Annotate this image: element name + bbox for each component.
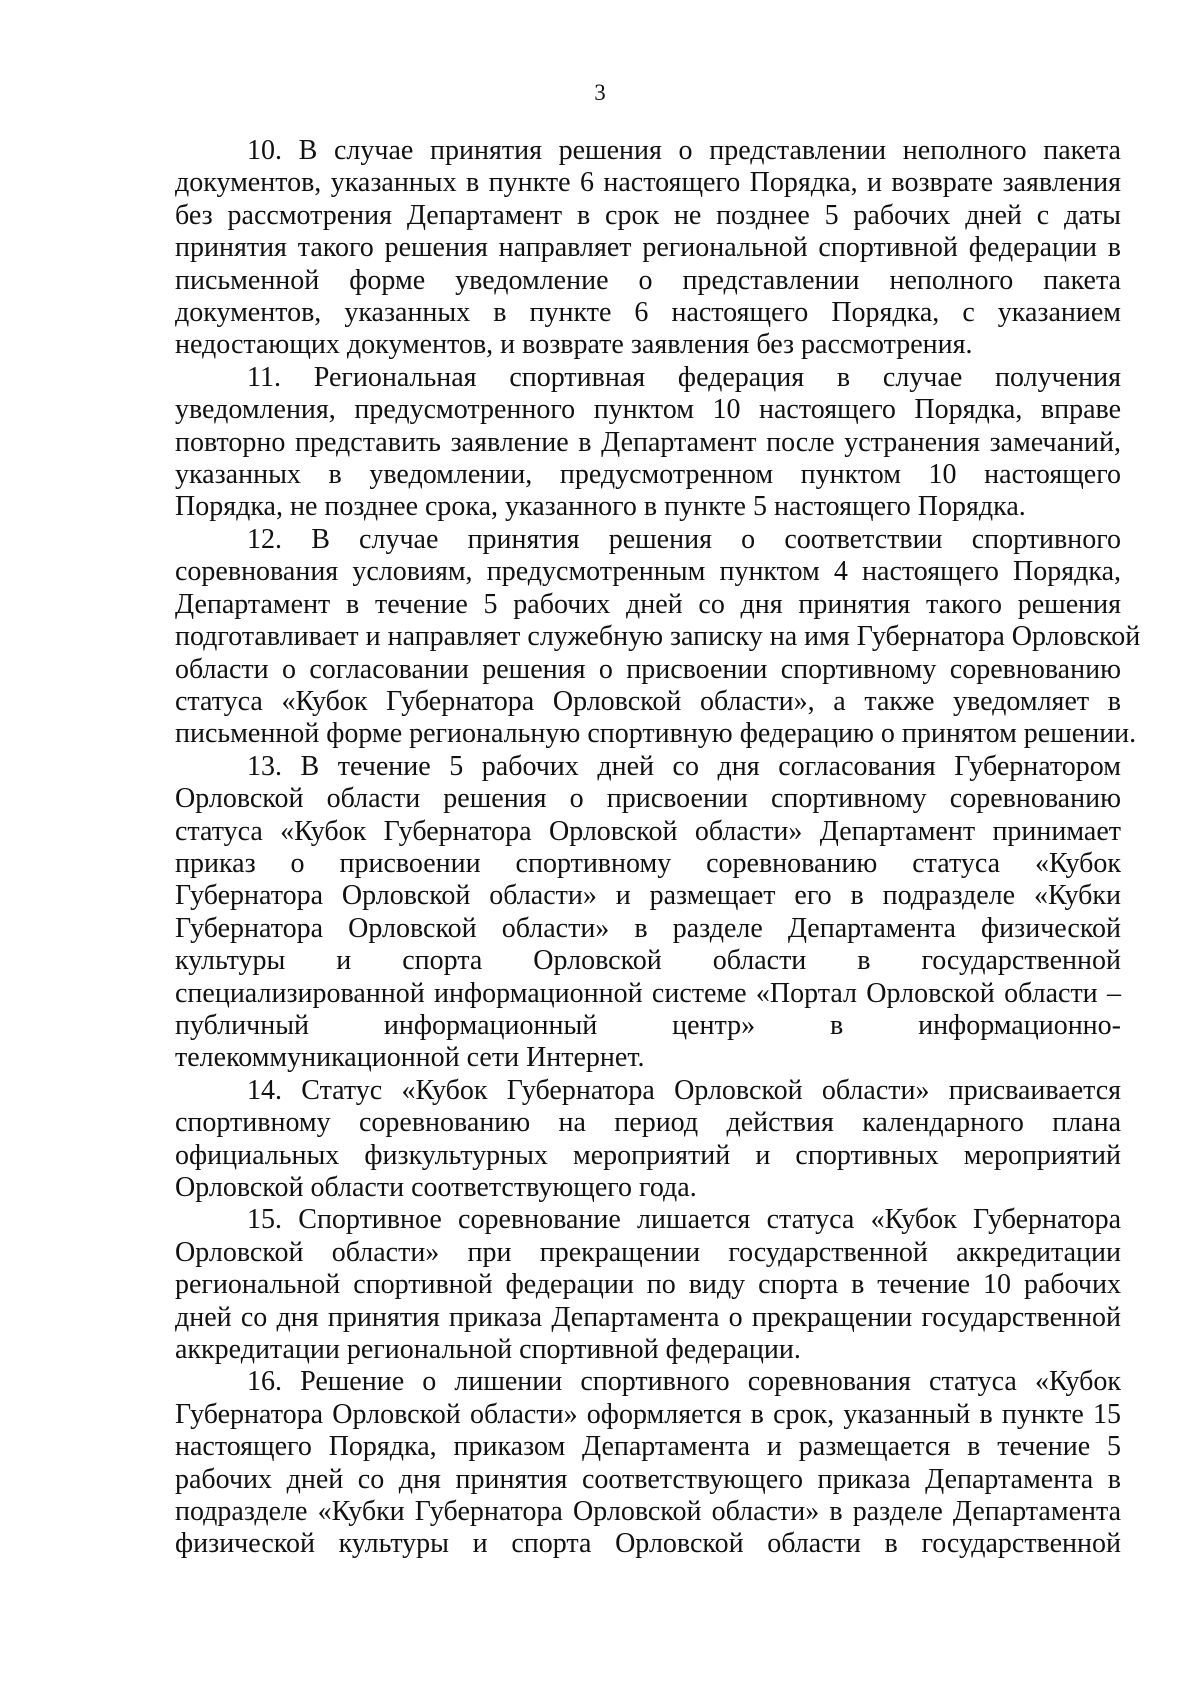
text-line: рабочих дней со дня принятия соответствующего приказа Департамента в — [175, 1463, 1121, 1495]
paragraph-13 — [175, 751, 1121, 1075]
text-line: без рассмотрения Департамент в срок не позднее 5 рабочих дней с даты — [175, 199, 1121, 231]
text-line: Губернатора Орловской области» оформляется в срок, указанный в пункте 15 — [175, 1398, 1121, 1430]
text-line: дней со дня принятия приказа Департамента о прекращении государственной — [175, 1301, 1121, 1333]
text-line: Орловской области решения о присвоении спортивному соревнованию — [175, 783, 1121, 815]
text-line: области о согласовании решения о присвоении спортивному соревнованию — [175, 653, 1121, 685]
text-line: приказ о присвоении спортивному соревнованию статуса «Кубок — [175, 847, 1121, 879]
text-line: 12. В случае принятия решения о соответствии спортивного — [247, 523, 1121, 555]
text-line: статуса «Кубок Губернатора Орловской области» Департамент принимает — [175, 815, 1121, 847]
text-line: документов, указанных в пункте 6 настоящего Порядка, и возврате заявления — [175, 167, 1121, 199]
text-line: спортивному соревнованию на период действия календарного плана — [175, 1107, 1121, 1139]
text-line: документов, указанных в пункте 6 настоящего Порядка, с указанием — [175, 297, 1121, 329]
text-line: 13. В течение 5 рабочих дней со дня согласования Губернатором — [247, 750, 1121, 782]
text-line: статуса «Кубок Губернатора Орловской области», а также уведомляет в — [175, 685, 1121, 717]
text-line: уведомления, предусмотренного пунктом 10 настоящего Порядка, вправе — [175, 394, 1121, 426]
text-line: Департамент в течение 5 рабочих дней со дня принятия такого решения — [175, 588, 1121, 620]
text-line: 15. Спортивное соревнование лишается статуса «Кубок Губернатора — [247, 1204, 1121, 1236]
text-line: телекоммуникационной сети Интернет. — [175, 1042, 645, 1074]
text-line: 11. Региональная спортивная федерация в случае получения — [247, 361, 1121, 393]
text-line: официальных физкультурных мероприятий и спортивных мероприятий — [175, 1139, 1121, 1171]
text-line: 14. Статус «Кубок Губернатора Орловской области» присваивается — [247, 1074, 1121, 1106]
text-line: Орловской области» при прекращении государственной аккредитации — [175, 1236, 1121, 1268]
text-line: 10. В случае принятия решения о представлении неполного пакета — [247, 135, 1121, 166]
document-body — [175, 135, 1141, 1561]
text-line: принятия такого решения направляет региональной спортивной федерации в — [175, 232, 1121, 264]
paragraph-11 — [175, 362, 1121, 524]
text-line: подразделе «Кубки Губернатора Орловской области» в разделе Департамента — [175, 1496, 1121, 1528]
text-line: письменной форме региональную спортивную федерацию о принятом решении. — [175, 718, 1137, 750]
text-line: соревнования условиям, предусмотренным пунктом 4 настоящего Порядка, — [175, 556, 1121, 588]
paragraph-15 — [175, 1204, 1121, 1366]
text-line: Орловской области соответствующего года. — [175, 1172, 697, 1203]
text-line: подготавливает и направляет служебную записку на имя Губернатора Орловской — [175, 621, 1141, 653]
text-line: Губернатора Орловской области» и размещает его в подразделе «Кубки — [175, 880, 1121, 912]
text-line: региональной спортивной федерации по виду спорта в течение 10 рабочих — [175, 1269, 1121, 1301]
page-number: 3 — [594, 80, 606, 105]
text-line: 16. Решение о лишении спортивного соревнования статуса «Кубок — [247, 1366, 1121, 1398]
text-line: повторно представить заявление в Департамент после устранения замечаний, — [175, 426, 1121, 458]
paragraph-16 — [175, 1366, 1121, 1560]
text-line: указанных в уведомлении, предусмотренном пунктом 10 настоящего — [175, 459, 1121, 491]
text-line: настоящего Порядка, приказом Департамента и размещается в течение 5 — [175, 1431, 1121, 1463]
text-line: культуры и спорта Орловской области в государственной — [175, 945, 1121, 977]
paragraph-10 — [175, 135, 1121, 362]
paragraph-12 — [175, 523, 1141, 751]
text-line: недостающих документов, и возврате заявления без рассмотрения. — [175, 329, 973, 361]
text-line: публичный информационный центр» в информационно- — [175, 1009, 1121, 1041]
paragraph-14 — [175, 1075, 1121, 1205]
text-line: Губернатора Орловской области» в разделе Департамента физической — [175, 912, 1121, 944]
text-line: специализированной информационной системе «Портал Орловской области – — [175, 977, 1121, 1009]
text-line: физической культуры и спорта Орловской области в государственной — [175, 1528, 1121, 1560]
text-line: аккредитации региональной спортивной федерации. — [175, 1334, 801, 1366]
text-line: Порядка, не позднее срока, указанного в пункте 5 настоящего Порядка. — [175, 491, 1026, 523]
text-line: письменной форме уведомление о представлении неполного пакета — [175, 264, 1121, 296]
